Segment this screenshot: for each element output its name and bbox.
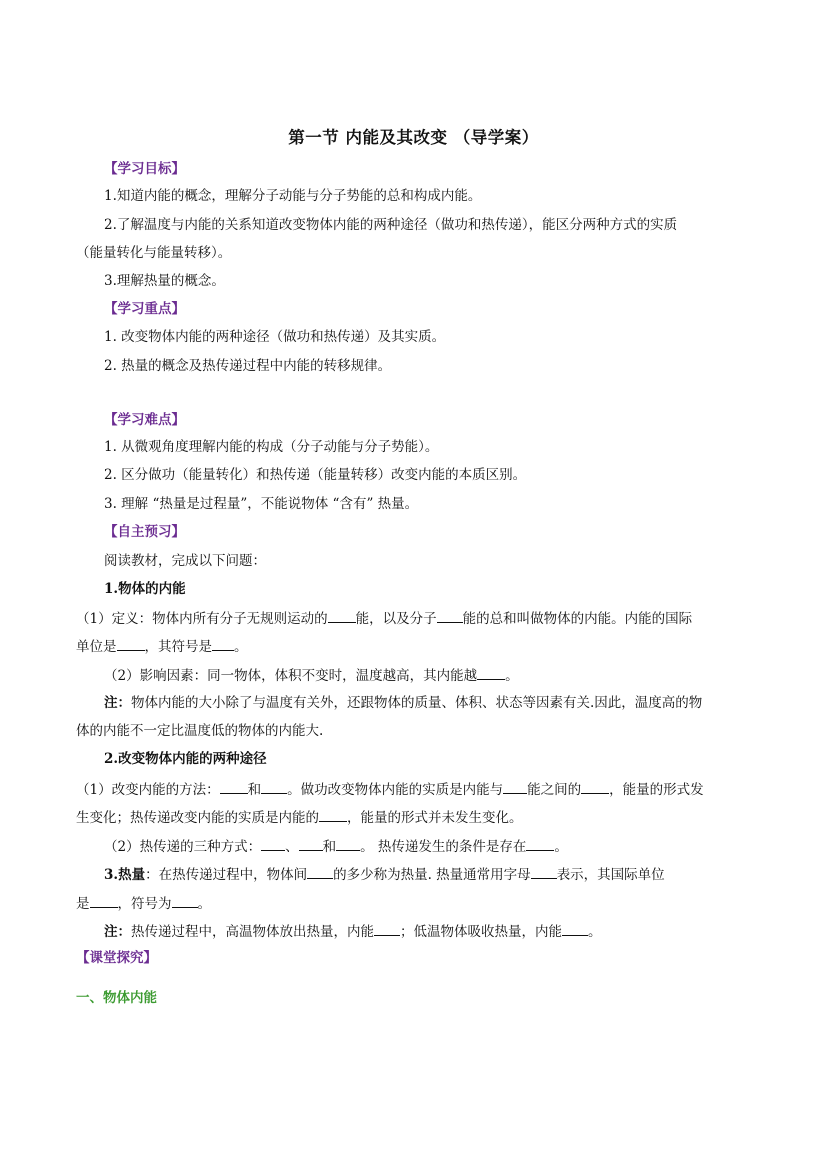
s2-heat-transfer: （2）热传递的三种方式： 、 和 。 热传递发生的条件是存在 。 (104, 836, 568, 856)
blank (437, 608, 463, 623)
blank (261, 779, 287, 794)
key-header: 【学习重点】 (104, 301, 185, 317)
s2-methods-cont: 生变化；热传递改变内能的实质是内能的 ，能量的形式并未发生变化。 (76, 807, 523, 827)
s1-note-cont: 体的内能不一定比温度低的物体的内能大. (76, 723, 324, 739)
blank (477, 665, 505, 680)
s3-heat: 3.热量：在热传递过程中，物体间 的多少称为热量. 热量通常用字母 表示，其国际单位 (104, 864, 665, 884)
blank (336, 836, 360, 851)
blank (172, 893, 198, 908)
s1-definition: （1）定义：物体内所有分子无规则运动的 能，以及分子 能的总和叫做物体的内能。内能的国际 (76, 608, 692, 628)
explore-header: 【课堂探究】 (76, 950, 157, 966)
key-1: 1. 改变物体内能的两种途径（做功和热传递）及其实质。 (104, 329, 446, 345)
difficulty-3: 3. 理解 “热量是过程量”，不能说物体 “含有” 热量。 (104, 496, 419, 512)
s3-note: 注：热传递过程中，高温物体放出热量，内能 ；低温物体吸收热量，内能 。 (104, 921, 602, 941)
section-1-title: 1.物体的内能 (104, 581, 186, 597)
blank (117, 636, 145, 651)
s1-factor: （2）影响因素：同一物体，体积不变时，温度越高，其内能越 。 (104, 665, 519, 685)
goals-header: 【学习目标】 (104, 161, 185, 177)
goal-1: 1.知道内能的概念，理解分子动能与分子势能的总和构成内能。 (104, 188, 482, 204)
goal-3: 3.理解热量的概念。 (104, 273, 225, 289)
blank (319, 807, 347, 822)
section-2-title: 2.改变物体内能的两种途径 (104, 751, 267, 767)
s1-unit: 单位是 ，其符号是 。 (76, 636, 248, 656)
difficulty-1: 1. 从微观角度理解内能的构成（分子动能与分子势能）。 (104, 439, 439, 455)
blank (261, 836, 285, 851)
blank (503, 779, 527, 794)
s2-methods: （1）改变内能的方法： 和 。做功改变物体内能的实质是内能与 能之间的 ，能量的形式发 (76, 779, 704, 799)
preview-header: 【自主预习】 (104, 524, 185, 540)
difficulty-header: 【学习难点】 (104, 412, 185, 428)
goal-2-cont: （能量转化与能量转移）。 (76, 245, 232, 261)
blank (328, 608, 356, 623)
blank (531, 864, 557, 879)
blank (374, 921, 400, 936)
blank (212, 636, 234, 651)
s3-heat-cont: 是 ，符号为 。 (76, 893, 211, 913)
blank (526, 836, 554, 851)
blank (581, 779, 609, 794)
blank (90, 893, 118, 908)
preview-intro: 阅读教材，完成以下问题： (104, 553, 266, 569)
difficulty-2: 2. 区分做功（能量转化）和热传递（能量转移）改变内能的本质区别。 (104, 467, 527, 483)
blank (220, 779, 248, 794)
page-title: 第一节 内能及其改变 （导学案） (288, 128, 539, 147)
blank (299, 836, 323, 851)
key-2: 2. 热量的概念及热传递过程中内能的转移规律。 (104, 358, 392, 374)
goal-2: 2.了解温度与内能的关系知道改变物体内能的两种途径（做功和热传递），能区分两种方式的实质 (104, 217, 678, 233)
s1-note: 注：物体内能的大小除了与温度有关外，还跟物体的质量、体积、状态等因素有关.因此，温度高的物 (104, 695, 703, 711)
blank (562, 921, 588, 936)
part-1-title: 一、物体内能 (76, 990, 157, 1006)
blank (307, 864, 333, 879)
